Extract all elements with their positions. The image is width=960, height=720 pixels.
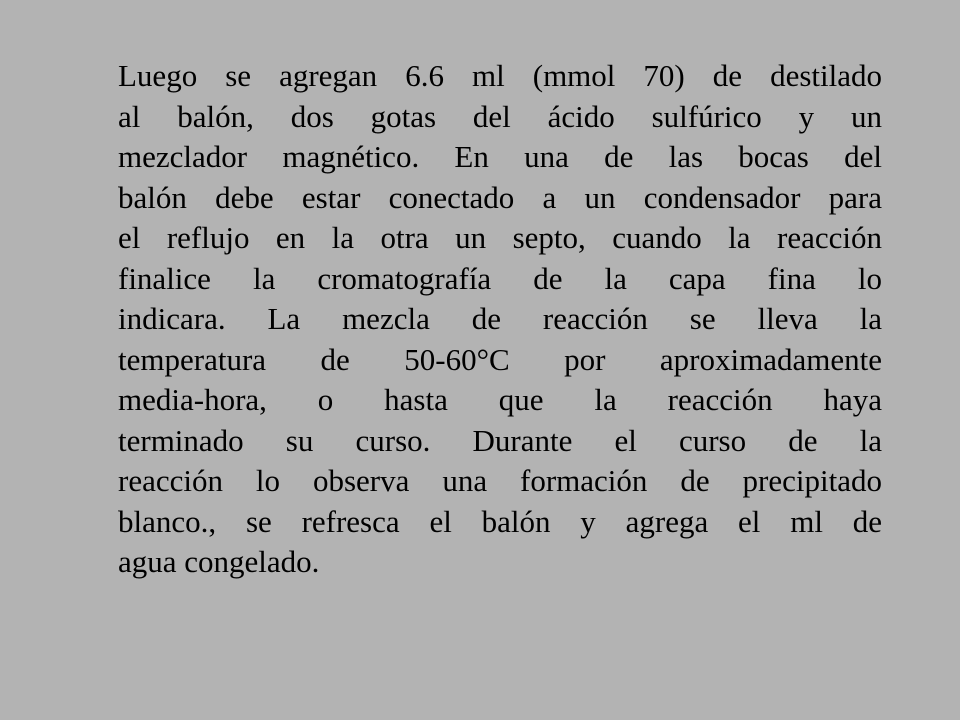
paragraph-line: agua congelado.	[118, 544, 320, 579]
paragraph-line: reacción lo observa una formación de precipitado	[118, 463, 882, 498]
paragraph-line: balón debe estar conectado a un condensador para	[118, 179, 882, 215]
paragraph-line: Luego se agregan 6.6 ml (mmol 70) de destilado	[118, 58, 882, 93]
paragraph-line: temperatura de 50-60°C por aproximadamente	[118, 341, 882, 377]
paragraph-line: blanco., se refresca el balón y agrega el ml de	[118, 503, 882, 539]
paragraph-line: indicara. La mezcla de reacción se lleva la	[118, 301, 882, 336]
paragraph-line: al balón, dos gotas del ácido sulfúrico y un	[118, 98, 882, 134]
paragraph-line: media-hora, o hasta que la reacción haya	[118, 382, 882, 417]
paragraph-line: finalice la cromatografía de la capa fina lo	[118, 260, 882, 296]
procedure-paragraph	[118, 56, 882, 583]
paragraph-line: mezclador magnético. En una de las bocas del	[118, 139, 882, 174]
paragraph-line: el reflujo en la otra un septo, cuando la reacción	[118, 220, 882, 255]
paragraph-line: terminado su curso. Durante el curso de la	[118, 422, 882, 458]
